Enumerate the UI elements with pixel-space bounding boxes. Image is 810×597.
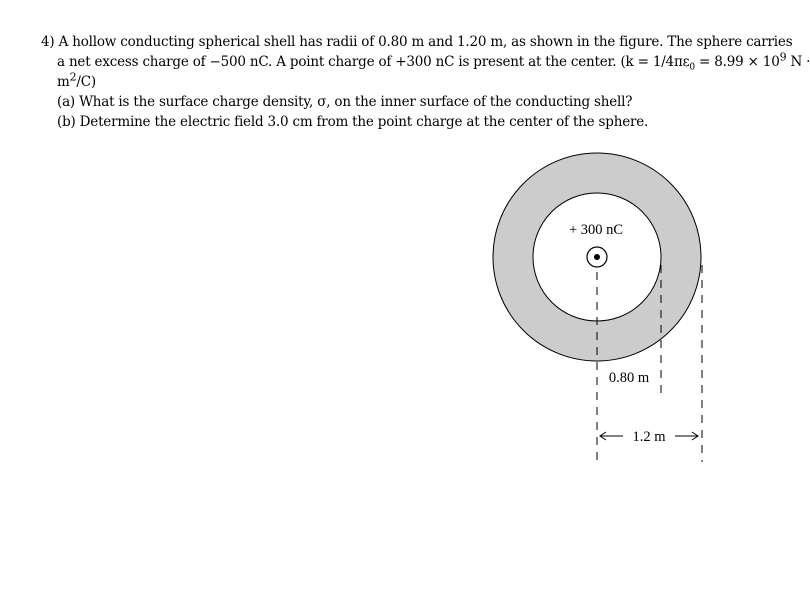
problem-statement-1: A hollow conducting spherical shell has radii of 0.80 m and 1.20 m, as shown in the figure. The sphere carries <box>58 34 793 50</box>
point-charge-label: + 300 nC <box>568 222 624 238</box>
point-charge-symbol <box>587 247 607 267</box>
problem-number: 4) <box>41 34 55 50</box>
part-b: (b) Determine the electric field 3.0 cm from the point charge at the center of the sphere. <box>57 114 649 130</box>
coulomb-constant: $k = 1/4\pi\varepsilon_0 = 8.99 \times 10^9$ N · <box>625 50 810 73</box>
outer-radius-label: 1.2 m <box>632 429 666 445</box>
problem-line-3: $m^2/C$) <box>57 70 96 90</box>
inner-radius-label: 0.80 m <box>608 370 650 386</box>
problem-statement-2: a net excess charge of −500 nC. A point charge of +300 nC is present at the center. ( <box>57 54 626 70</box>
part-a: (a) What is the surface charge density, σ, on the inner surface of the conducting shell? <box>57 94 633 110</box>
